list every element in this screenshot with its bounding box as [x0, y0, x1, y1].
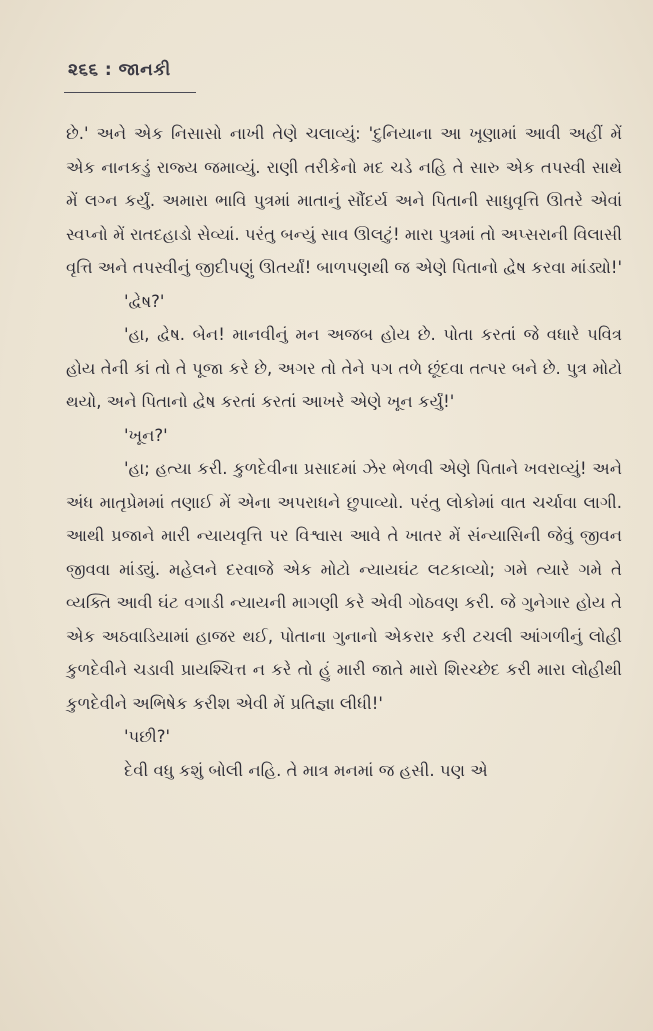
header-divider: [64, 92, 196, 93]
paragraph-6: 'પછી?': [124, 727, 171, 746]
paragraph-7: દેવી વધુ કશું બોલી નહિ. તે માત્ર મનમાં જ હસી. પણ એ: [124, 760, 488, 780]
page-body: [66, 117, 622, 787]
paragraph-5: 'હા; હત્યા કરી. કુળદેવીના પ્રસાદમાં ઝેર ભેળવી એણે પિતાને ખવરાવ્યું! અને અંધ માતૃપ્રેમમાં તણાઈ મેં એના અપરાધને છુપાવ્યો. પરંતુ લોકોમાં વાત ચર્ચાવા લાગી. આથી પ્રજાને મારી ન્યાયવૃત્તિ પર વિશ્વાસ આવે તે ખાતર મેં સંન્યાસિની જેવું જીવન જીવવા માંડ્યું. મહેલને દરવાજે એક મોટો ન્યાયઘંટ લટકાવ્યો; ગમે ત્યારે ગમે તે વ્યક્તિ આવી ઘંટ વગાડી ન્યાયની માગણી કરે એવી ગોઠવણ કરી. જે ગુનેગાર હોય તે એક અઠવાડિયામાં હાજર થઈ, પોતાના ગુનાનો એકરાર કરી ટચલી આંગળીનું લોહી કુળદેવીને ચડાવી પ્રાયશ્ચિત્ત ન કરે તો હું મારી જાતે મારો શિરચ્છેદ કરી મારા લોહીથી કુળદેવીને અભિષેક કરીશ એવી મેં પ્રતિજ્ઞા લીધી!': [66, 459, 622, 713]
paragraph-1: છે.' અને એક નિસાસો નાખી તેણે ચલાવ્યું: 'દુનિયાના આ ખૂણામાં આવી અહીં મેં એક નાનકડું રાજ્ય જમાવ્યું. રાણી તરીકેનો મદ ચડે નહિ તે સારુ એક તપસ્વી સાથે મેં લગ્ન કર્યું. અમારા ભાવિ પુત્રમાં માતાનું સૌંદર્ય અને પિતાની સાધુવૃત્તિ ઊતરે એવાં સ્વપ્નો મેં રાતદહાડો સેવ્યાં. પરંતુ બન્યું સાવ ઊલટું! મારા પુત્રમાં તો અપ્સરાની વિલાસી વૃત્તિ અને તપસ્વીનું જીદીપણું ઊતર્યાં! બાળપણથી જ એણે પિતાનો દ્વેષ કરવા માંડ્યો!': [66, 124, 622, 277]
paragraph-2: 'દ્વેષ?': [124, 291, 165, 311]
page-header: ૨૬૬ : જાનકી: [68, 60, 171, 80]
paragraph-3: 'હા, દ્વેષ. બેન! માનવીનું મન અજબ હોય છે. પોતા કરતાં જે વધારે પવિત્ર હોય તેની કાં તો તે પૂજા કરે છે, અગર તો તેને પગ તળે છૂંદવા તત્પર બને છે. પુત્ર મોટો થયો, અને પિતાનો દ્વેષ કરતાં કરતાં આખરે એણે ખૂન કર્યું!': [66, 325, 622, 411]
paragraph-4: 'ખૂન?': [124, 425, 168, 445]
